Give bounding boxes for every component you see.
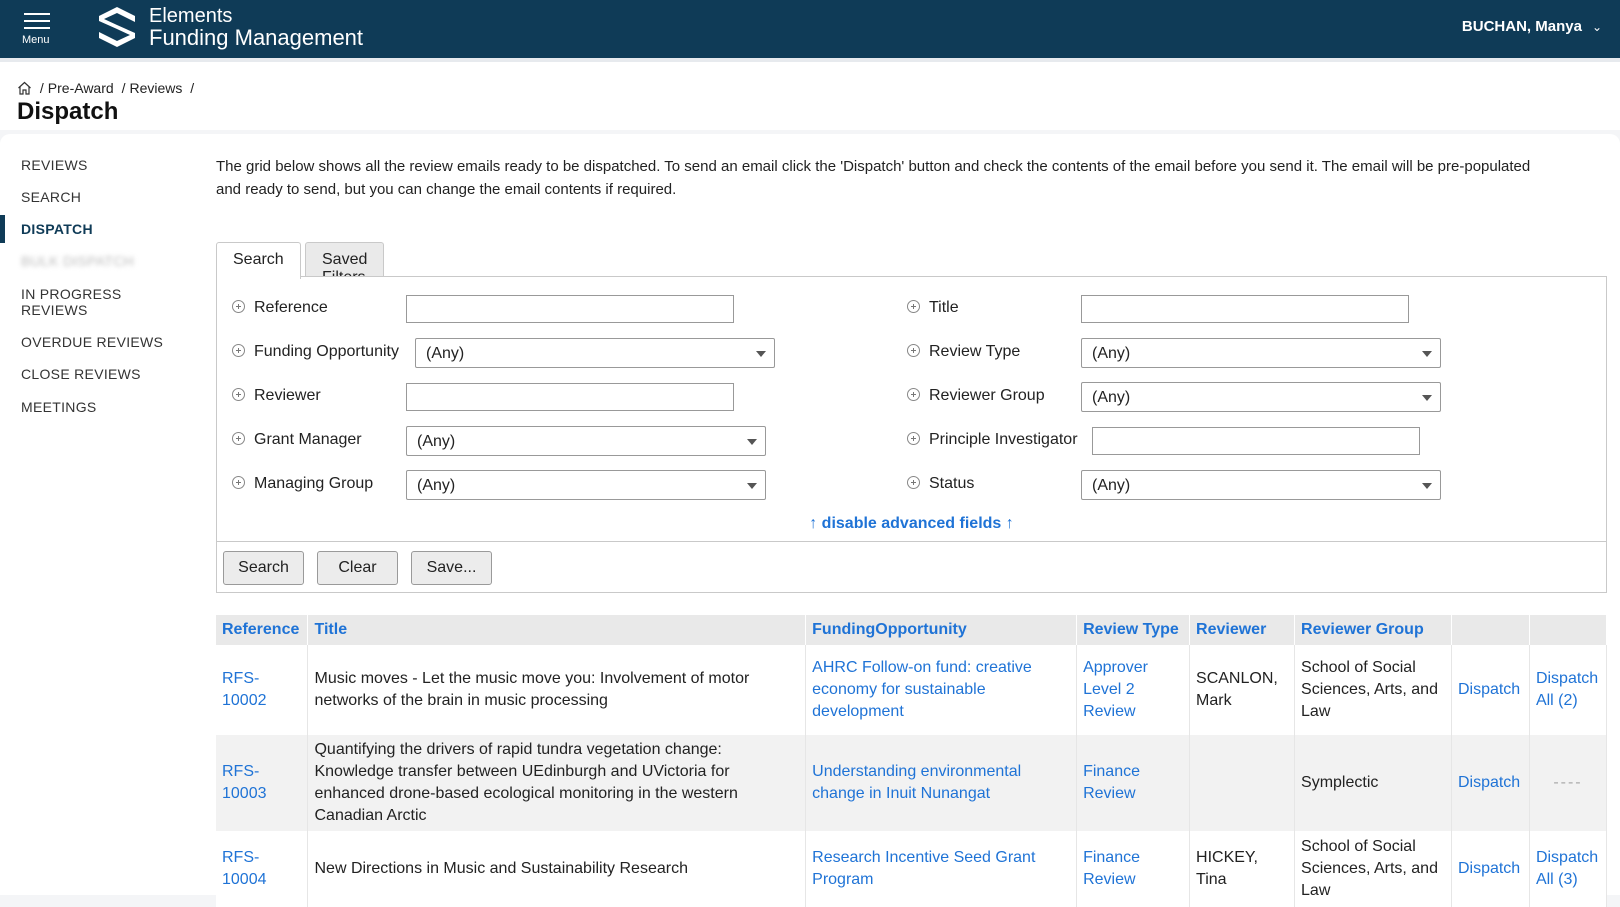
title-cell: Quantifying the drivers of rapid tundra vegetation change: Knowledge transfer between UEdinburgh and UVictoria for enhanced drone-based ecological monitoring in the western Canadian Arctic <box>308 735 806 831</box>
managing-group-value: (Any) <box>417 477 456 494</box>
dropdown-arrow-icon <box>756 351 766 357</box>
reference-input[interactable] <box>406 295 734 323</box>
funding-opportunity-link[interactable]: Research Incentive Seed Grant Program <box>812 849 1036 888</box>
tab-saved-filters[interactable]: Saved <box>305 242 384 278</box>
review-type-link[interactable]: Finance Review <box>1083 763 1140 802</box>
status-label-text: Status <box>929 475 975 492</box>
managing-group-label-text: Managing Group <box>254 475 374 492</box>
save-filter-button[interactable]: Save... <box>411 551 492 585</box>
review-type-link[interactable]: Finance Review <box>1083 849 1140 888</box>
funding-opportunity-value: (Any) <box>426 345 465 362</box>
reviewer-group-select[interactable] <box>1081 382 1441 412</box>
hamburger-icon <box>24 13 50 15</box>
reviewer-label-text: Reviewer <box>254 387 321 404</box>
user-menu[interactable] <box>1462 18 1602 35</box>
expand-plus-icon[interactable] <box>907 432 920 445</box>
user-name: BUCHAN, Manya <box>1461 18 1582 35</box>
menu-button[interactable] <box>16 8 60 50</box>
expand-plus-icon[interactable] <box>232 388 245 401</box>
dropdown-arrow-icon <box>747 439 757 445</box>
reference-link[interactable]: RFS-10003 <box>222 763 267 802</box>
review-type-label <box>907 343 1020 361</box>
title-input[interactable] <box>1081 295 1409 323</box>
review-type-value: (Any) <box>1092 345 1131 362</box>
reviewer-group-value: (Any) <box>1092 389 1131 406</box>
breadcrumb-separator: / <box>39 80 44 96</box>
managing-group-label <box>232 475 373 493</box>
status-select[interactable] <box>1081 470 1441 500</box>
reference-link[interactable]: RFS-10004 <box>222 849 267 888</box>
chevron-down-icon: ⌄ <box>1591 20 1602 34</box>
expand-plus-icon[interactable] <box>907 344 920 357</box>
reference-label <box>232 299 328 317</box>
reviewer-group-label-text: Reviewer Group <box>929 387 1045 404</box>
reviewer-cell <box>1190 735 1295 831</box>
grant-manager-label-text: Grant Manager <box>254 431 362 448</box>
reference-label-text: Reference <box>254 299 328 316</box>
principle-investigator-input[interactable] <box>1092 427 1420 455</box>
grant-manager-value: (Any) <box>417 433 456 450</box>
top-bar <box>0 0 1620 58</box>
breadcrumb-separator: / <box>190 80 195 96</box>
table-row <box>216 831 1607 907</box>
reviewer-group-cell: School of Social Sciences, Arts, and Law <box>1295 645 1452 735</box>
page-header <box>0 58 1620 130</box>
dropdown-arrow-icon <box>1422 351 1432 357</box>
managing-group-select[interactable] <box>406 470 766 500</box>
title-cell: Music moves - Let the music move you: Involvement of motor networks of the brain in music processing <box>308 645 806 735</box>
reviewer-input[interactable] <box>406 383 734 411</box>
brand-name: Elements <box>149 5 233 27</box>
table-row <box>216 735 1607 831</box>
funding-opportunity-link[interactable]: Understanding environmental change in Inuit Nunangat <box>812 763 1022 802</box>
status-label <box>907 475 974 493</box>
dispatch-all-link[interactable]: Dispatch All (3) <box>1535 849 1599 888</box>
review-type-select[interactable] <box>1081 338 1441 368</box>
breadcrumb-reviews[interactable]: Reviews <box>129 80 183 96</box>
disable-advanced-fields-link[interactable]: ↑ disable advanced fields ↑ <box>809 515 1014 532</box>
expand-plus-icon[interactable] <box>232 300 245 313</box>
principle-investigator-label-text: Principle Investigator <box>929 431 1078 448</box>
title-cell: New Directions in Music and Sustainability Research <box>308 831 806 907</box>
dispatch-link[interactable]: Dispatch <box>1457 774 1521 791</box>
search-button[interactable]: Search <box>223 551 304 585</box>
review-type-link[interactable]: Approver Level 2 Review <box>1083 659 1148 720</box>
status-value: (Any) <box>1092 477 1131 494</box>
dispatch-all-link[interactable]: Dispatch All (2) <box>1535 670 1599 709</box>
dropdown-arrow-icon <box>1422 395 1432 401</box>
sidebar-item-reviews[interactable]: REVIEWS <box>21 157 88 173</box>
column-header-dispatch <box>1451 615 1529 645</box>
funding-opportunity-label <box>232 343 399 361</box>
sidebar-item-close-reviews[interactable]: CLOSE REVIEWS <box>21 366 141 382</box>
column-header-dispatch-all <box>1529 615 1606 645</box>
sidebar-item-search[interactable]: SEARCH <box>21 189 82 205</box>
sidebar-item-bulk-dispatch[interactable]: BULK DISPATCH <box>21 253 135 269</box>
reviewer-cell: HICKEY, Tina <box>1190 831 1295 907</box>
expand-plus-icon[interactable] <box>907 300 920 313</box>
column-header-review-type[interactable]: Review Type <box>1077 615 1190 645</box>
reviewer-cell: SCANLON, Mark <box>1190 645 1295 735</box>
brand-product: Funding Management <box>149 25 364 50</box>
title-label <box>907 299 959 317</box>
reviewer-group-label <box>907 387 1045 405</box>
funding-opportunity-select[interactable] <box>415 338 775 368</box>
tab-search[interactable]: Search <box>216 242 301 279</box>
dropdown-arrow-icon <box>747 483 757 489</box>
expand-plus-icon[interactable] <box>232 476 245 489</box>
reviewer-group-cell: School of Social Sciences, Arts, and Law <box>1295 831 1452 907</box>
column-header-reviewer[interactable]: Reviewer <box>1190 615 1295 645</box>
expand-plus-icon[interactable] <box>232 344 245 357</box>
sidebar-item-meetings[interactable]: MEETINGS <box>21 399 97 415</box>
main-content <box>0 134 1620 899</box>
column-header-funding-opportunity[interactable]: FundingOpportunity <box>806 615 1077 645</box>
sidebar-item-overdue-reviews[interactable]: OVERDUE REVIEWS <box>21 334 164 350</box>
principle-investigator-label <box>907 431 1078 449</box>
dispatch-all-empty: ---- <box>1529 735 1606 831</box>
search-button-row <box>217 541 1606 593</box>
dispatch-grid <box>216 615 1607 907</box>
home-icon[interactable] <box>17 81 32 95</box>
reviewer-group-cell: Symplectic <box>1295 735 1452 831</box>
hamburger-icon-bar <box>24 27 50 29</box>
sidebar-item-in-progress-reviews[interactable]: IN PROGRESS REVIEWS <box>21 286 122 318</box>
review-type-label-text: Review Type <box>929 343 1021 360</box>
title-label-text: Title <box>929 299 959 316</box>
hamburger-icon-bar <box>24 20 50 22</box>
expand-plus-icon[interactable] <box>907 476 920 489</box>
grid-header-row <box>216 615 1607 645</box>
expand-plus-icon[interactable] <box>907 388 920 401</box>
search-panel <box>216 276 1607 593</box>
dispatch-link[interactable]: Dispatch <box>1457 681 1521 698</box>
expand-plus-icon[interactable] <box>232 432 245 445</box>
funding-opportunity-link[interactable]: AHRC Follow-on fund: creative economy for sustainable development <box>812 659 1032 720</box>
column-header-title[interactable]: Title <box>308 615 806 645</box>
reviewer-label <box>232 387 321 405</box>
dispatch-link[interactable]: Dispatch <box>1457 860 1521 877</box>
breadcrumb <box>17 80 198 96</box>
grant-manager-select[interactable] <box>406 426 766 456</box>
page-title: Dispatch <box>17 98 119 125</box>
menu-label: Menu <box>22 34 50 46</box>
funding-opportunity-label-text: Funding Opportunity <box>254 343 399 360</box>
sidebar-item-dispatch[interactable]: DISPATCH <box>0 215 93 243</box>
clear-button[interactable]: Clear <box>317 551 398 585</box>
breadcrumb-separator: / <box>121 80 126 96</box>
column-header-reference[interactable]: Reference <box>216 615 308 645</box>
reference-link[interactable]: RFS-10002 <box>222 670 267 709</box>
grant-manager-label <box>232 431 362 449</box>
elements-logo-icon[interactable] <box>96 5 138 49</box>
breadcrumb-pre-award[interactable]: Pre-Award <box>47 80 114 96</box>
table-row <box>216 645 1607 735</box>
column-header-reviewer-group[interactable]: Reviewer Group <box>1295 615 1452 645</box>
dropdown-arrow-icon <box>1422 483 1432 489</box>
intro-text: The grid below shows all the review emails ready to be dispatched. To send an email click the 'Dispatch' button and check the contents of the email before you send it. The email will be pre-populated and ready to send, but you can change the email contents if required. <box>216 158 1531 198</box>
